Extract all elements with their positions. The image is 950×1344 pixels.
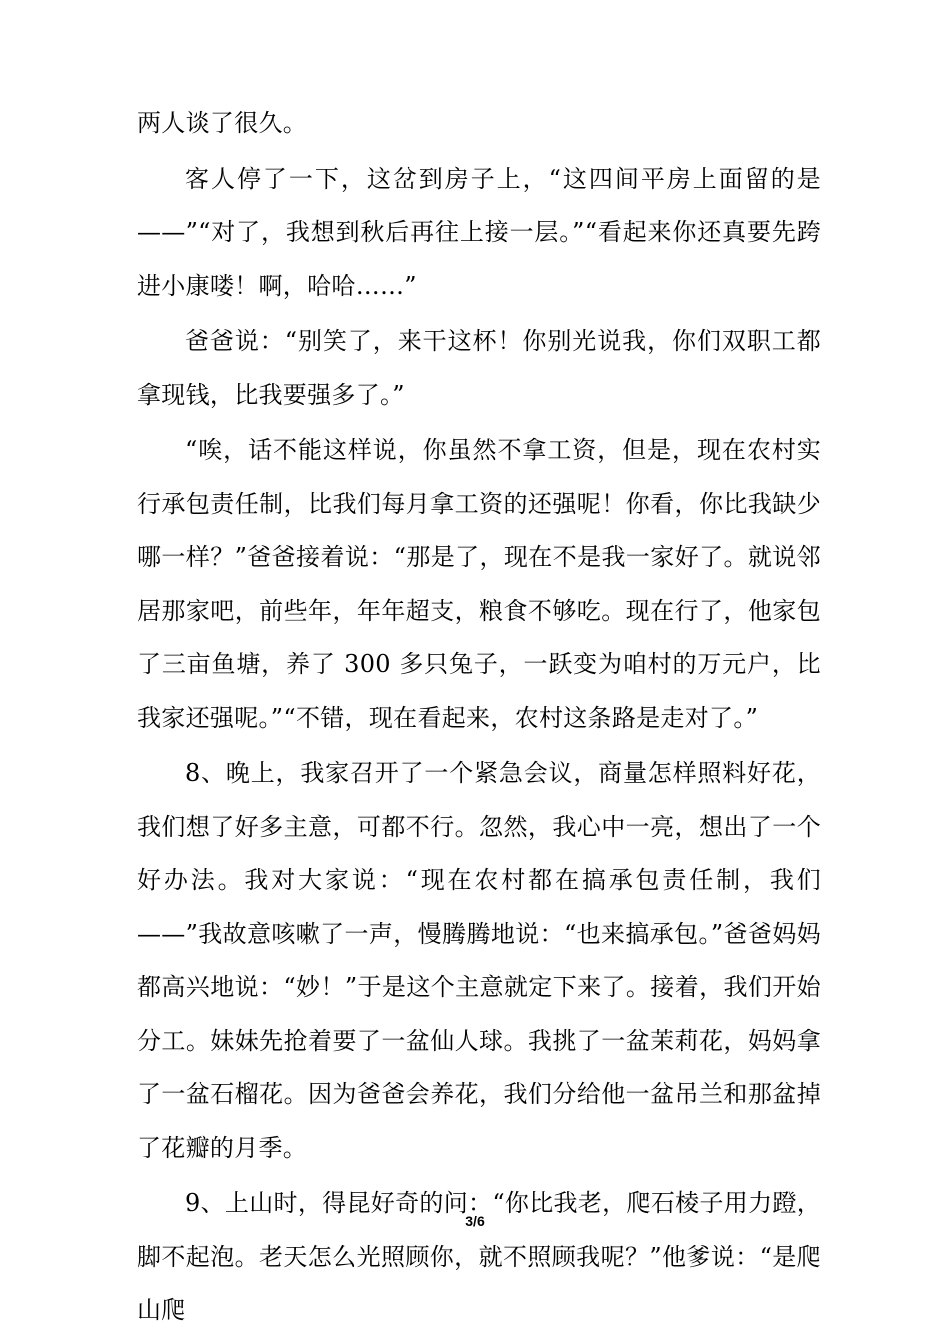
page-number: 3/6 xyxy=(465,1213,485,1229)
paragraph-1: 两人谈了很久。 xyxy=(137,109,308,137)
paragraph-4: “唉，话不能这样说，你虽然不拿工资，但是，现在农村实行承包责任制，比我们每月拿工资的还强呢！你看，你比我缺少哪一样？”爸爸接着说：“那是了，现在不是我一家好了。就说邻居那家吧，前些年，年年超支，粮食不够吃。现在行了，他家包了三亩鱼塘，养了 300 多只兔子，一跃变为咱村的万元户，比我家还强呢。”“不错，现在看起来，农村这条路是走对了。” xyxy=(137,436,821,732)
paragraph-5: 8、晚上，我家召开了一个紧急会议，商量怎样照料好花，我们想了好多主意，可都不行。忽然，我心中一亮，想出了一个好办法。我对大家说：“现在农村都在搞承包责任制，我们——”我故意咳嗽了一声，慢腾腾地说：“也来搞承包。”爸爸妈妈都高兴地说：“妙！”于是这个主意就定下来了。接着，我们开始分工。妹妹先抢着要了一盆仙人球。我挑了一盆茉莉花，妈妈拿了一盆石榴花。因为爸爸会养花，我们分给他一盆吊兰和那盆掉了花瓣的月季。 xyxy=(137,759,821,1162)
paragraph-3: 爸爸说：“别笑了，来干这杯！你别光说我，你们双职工都拿现钱，比我要强多了。” xyxy=(137,327,821,409)
paragraph-2: 客人停了一下，这岔到房子上，“这四间平房上面留的是——”“对了，我想到秋后再往上接一层。”“看起来你还真要先跨进小康喽！啊，哈哈……” xyxy=(137,164,821,300)
body-text xyxy=(137,97,821,1340)
paragraph-6: 9、上山时，得昆好奇的问：“你比我老，爬石棱子用力蹬，脚不起泡。老天怎么光照顾你，就不照顾我呢？”他爹说：“是爬山爬 xyxy=(137,1189,821,1324)
